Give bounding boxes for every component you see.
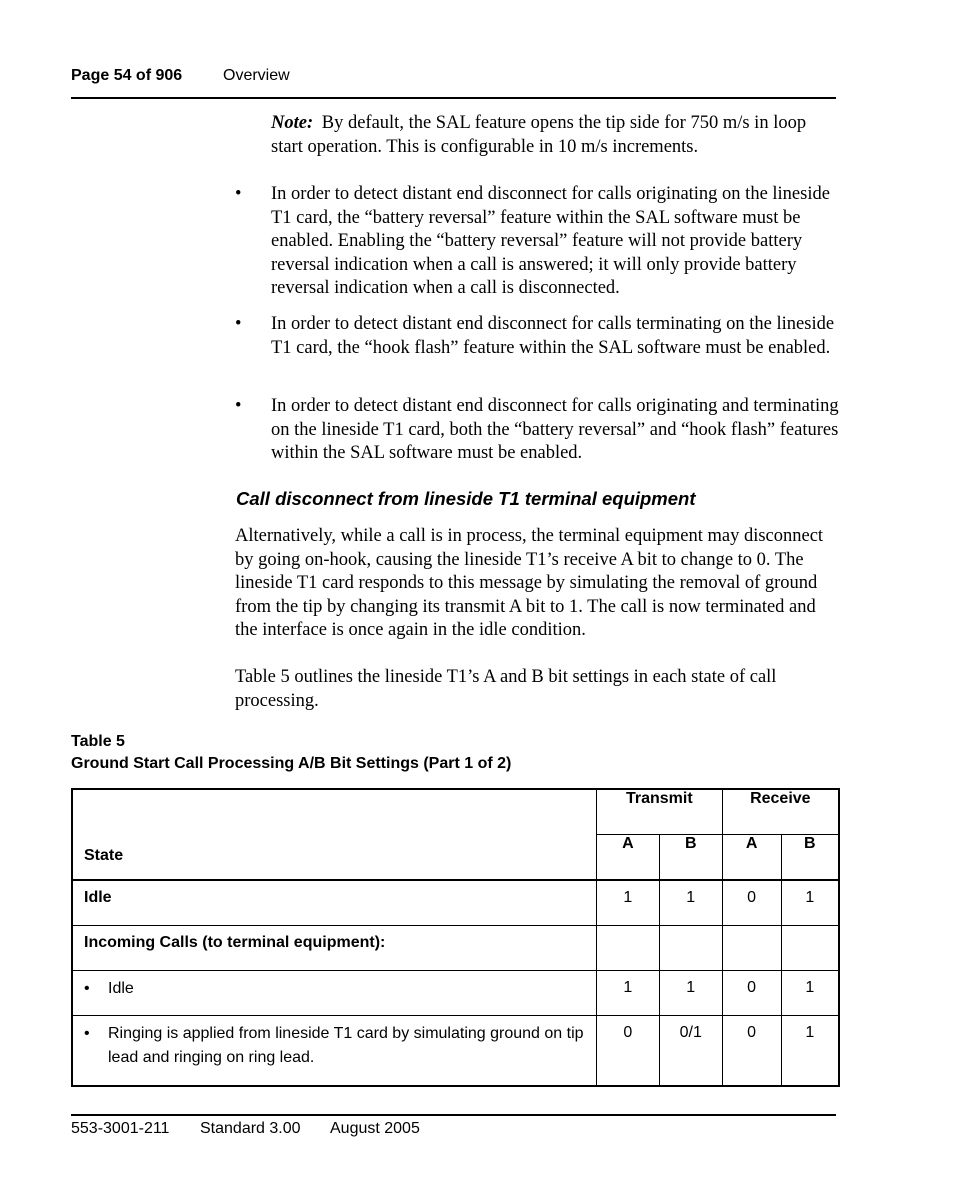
state-cell (72, 1016, 596, 1087)
column-header-transmit-a: A (596, 835, 659, 881)
receive-b-cell: 1 (781, 971, 839, 1016)
list-item-text: In order to detect distant end disconnect for calls originating on the lineside T1 card, the “battery reversal” feature within the SAL software must be enabled. Enabling the “battery reversal” feature will not provide battery reversal indication when a call is answered; it will only provide battery reversal indication when a call is disconnected. (271, 184, 830, 298)
page-footer (71, 1114, 836, 1137)
transmit-b-cell: 1 (659, 971, 722, 1016)
note-text: By default, the SAL feature opens the tip side for 750 m/s in loop start operation. This is configurable in 10 m/s increments. (271, 113, 807, 157)
paragraph: Table 5 outlines the lineside T1’s A and B bit settings in each state of call processing. (235, 667, 777, 711)
transmit-a-cell: 1 (596, 971, 659, 1016)
table-title: Ground Start Call Processing A/B Bit Settings (Part 1 of 2) (71, 755, 512, 772)
table-header-row (72, 789, 839, 835)
bullet-symbol: • (84, 1025, 90, 1042)
paragraph: Alternatively, while a call is in process, the terminal equipment may disconnect by going on-hook, causing the lineside T1’s receive A bit to change to 0. The lineside T1 card responds to this message by simulating the removal of ground from the tip by changing its transmit A bit to 1. The call is now terminated and the interface is once again in the idle condition. (235, 526, 824, 640)
transmit-b-cell: 1 (659, 880, 722, 926)
transmit-a-cell (596, 926, 659, 971)
column-header-state: State (72, 789, 596, 880)
receive-b-cell (781, 926, 839, 971)
list-item-text: In order to detect distant end disconnect for calls terminating on the lineside T1 card, the “hook flash” feature within the SAL software must be enabled. (271, 314, 835, 358)
table-row (72, 971, 839, 1016)
bullet-symbol: • (84, 980, 90, 997)
bullet-symbol: • (235, 314, 242, 334)
bit-settings-table (71, 788, 840, 1087)
receive-a-cell: 0 (722, 971, 781, 1016)
bullet-symbol: • (235, 184, 242, 204)
state-cell: Idle (72, 880, 596, 926)
section-name: Overview (223, 67, 290, 84)
page-header (71, 65, 836, 99)
transmit-a-cell: 1 (596, 880, 659, 926)
receive-a-cell: 0 (722, 1016, 781, 1087)
transmit-b-cell (659, 926, 722, 971)
receive-a-cell: 0 (722, 880, 781, 926)
table-number: Table 5 (71, 733, 125, 750)
table-row (72, 880, 839, 926)
state-text: Ringing is applied from lineside T1 card by simulating ground on tip lead and ringing on ring lead. (108, 1025, 584, 1066)
receive-b-cell: 1 (781, 1016, 839, 1087)
receive-a-cell (722, 926, 781, 971)
doc-number: 553-3001-211 (71, 1120, 170, 1137)
column-header-receive-a: A (722, 835, 781, 881)
state-text: Idle (108, 980, 134, 997)
section-heading: Call disconnect from lineside T1 terminal equipment (236, 488, 696, 509)
standard-version: Standard 3.00 (200, 1120, 301, 1137)
column-header-receive: Receive (722, 789, 839, 835)
state-cell: Incoming Calls (to terminal equipment): (72, 926, 596, 971)
table-row (72, 1016, 839, 1087)
receive-b-cell: 1 (781, 880, 839, 926)
column-header-transmit: Transmit (596, 789, 722, 835)
table-row (72, 926, 839, 971)
state-cell (72, 971, 596, 1016)
bullet-symbol: • (235, 396, 242, 416)
publication-date: August 2005 (330, 1120, 420, 1137)
column-header-transmit-b: B (659, 835, 722, 881)
page-number: Page 54 of 906 (71, 67, 183, 84)
note-block (271, 112, 841, 159)
transmit-a-cell: 0 (596, 1016, 659, 1087)
transmit-b-cell: 0/1 (659, 1016, 722, 1087)
column-header-receive-b: B (781, 835, 839, 881)
note-label: Note: (271, 113, 314, 133)
list-item-text: In order to detect distant end disconnect for calls originating and terminating on the lineside T1 card, both the “battery reversal” and “hook flash” features within the SAL software must be enabled. (271, 396, 839, 463)
